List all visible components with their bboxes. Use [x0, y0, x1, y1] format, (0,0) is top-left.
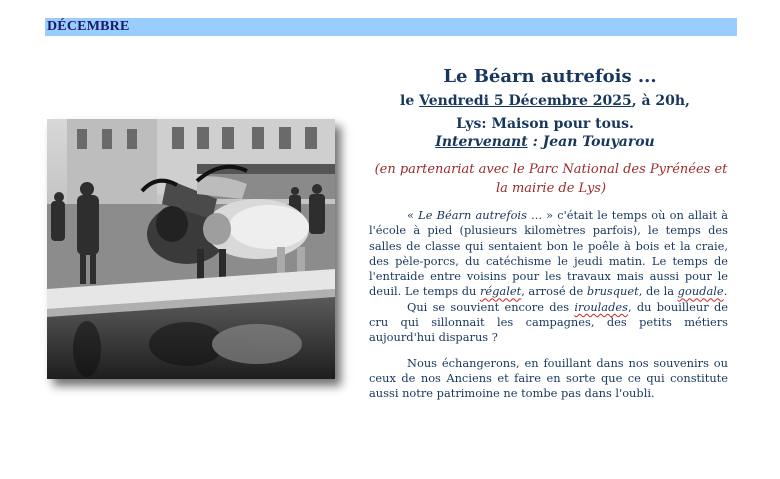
p1-text-1: » c'était le temps où on allait à l'école à pied (plusieurs kilomètres parfois), le temps des salles de classe qui sentaient bon le poêle à bois et la craie, des pèle-porcs, du catéchisme le jeudi matin. Le temps de l'entraide entre voisins pour les travaux mais aussi pour le deuil. Le temps du [369, 208, 729, 299]
partnership-note [366, 160, 736, 198]
partnership-line-2: la mairie de Lys) [495, 181, 607, 196]
event-time: , à 20h, [631, 93, 690, 109]
quote-open: « [407, 208, 419, 222]
p1-text-3: , de la [638, 284, 678, 299]
event-place: Lys: Maison pour tous. [456, 116, 634, 132]
quoted-title: Le Béarn autrefois ... [418, 208, 542, 222]
speaker-name: Jean Touyarou [542, 134, 655, 150]
event-title: Le Béarn autrefois ... [443, 66, 657, 87]
p1-end: . [723, 284, 728, 299]
word-goudale: goudale [677, 284, 724, 299]
month-header-bar [45, 18, 737, 36]
date-prefix: le [400, 93, 420, 109]
speaker-separator: : [527, 134, 543, 150]
event-speaker [370, 134, 720, 150]
p2-text-2: , du bouilleur de cru qui sillonnait les campagnes, des petits métiers aujourd'hui disparus ? [369, 299, 728, 345]
p2-text-1: Qui se souvient encore des [407, 299, 575, 314]
event-dateline [370, 93, 720, 109]
word-iroulades: iroulades [574, 299, 628, 314]
event-description [369, 208, 728, 402]
description-paragraph-3: Nous échangerons, en fouillant dans nos souvenirs ou ceux de nos Anciens et faire en sorte que ce qui constitute aussi notre patrimoine ne tombe pas dans l'oubli. [369, 355, 728, 401]
event-date: Vendredi 5 Décembre 2025 [419, 93, 632, 109]
word-brusquet: brusquet [586, 284, 639, 299]
partnership-line-1: (en partenariat avec le Parc National des Pyrénées et [374, 162, 728, 177]
month-label: DÉCEMBRE [47, 19, 130, 34]
word-regalet: régalet [479, 284, 522, 299]
description-paragraph-1 [369, 208, 728, 300]
description-paragraph-2 [369, 300, 728, 346]
speaker-label: Intervenant [435, 134, 528, 150]
p1-text-2: , arrosé de [521, 284, 587, 299]
oxen-at-trough-photo [47, 119, 335, 379]
